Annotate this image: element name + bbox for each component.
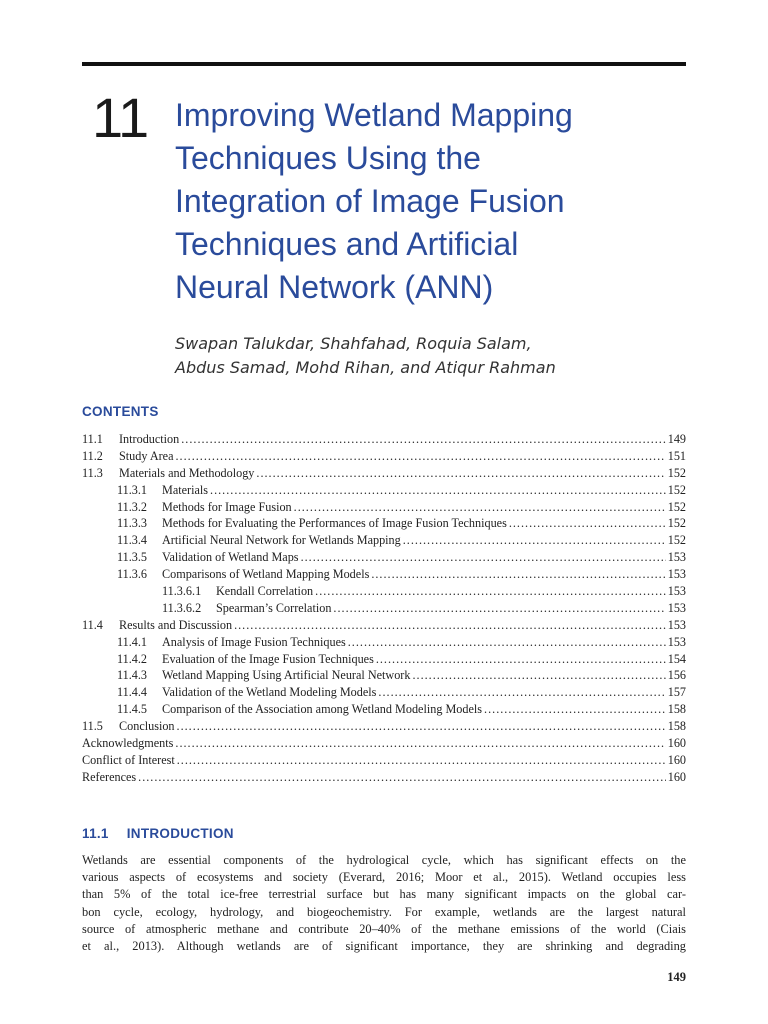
toc-entry-title: Conflict of Interest [82,752,175,767]
chapter-top-rule [82,62,686,66]
toc-entry-page: 153 [667,567,686,582]
toc-leader-dots [177,718,666,735]
chapter-title [175,94,695,309]
toc-entry-title: Methods for Image Fusion [162,499,292,514]
toc-leader-dots [509,515,666,532]
toc-entry-page: 152 [667,516,686,531]
body-line: source of atmospheric methane and contribute 20–40% of the methane emissions of the world (Ciais [82,921,686,936]
contents-heading: CONTENTS [82,404,159,419]
body-line: Wetlands are essential components of the hydrological cycle, which has significant effects on the [82,853,686,867]
toc-entry-number: 11.4 [82,617,103,632]
toc-leader-dots [234,617,666,634]
toc-entry-page: 160 [667,736,686,751]
toc-entry[interactable] [82,532,686,549]
chapter-number: 11 [92,86,149,149]
toc-entry[interactable] [82,515,686,532]
toc-entry-number: 11.4.3 [117,668,148,683]
toc-entry[interactable] [82,583,686,600]
toc-leader-dots [403,532,666,549]
toc-entry-title: Validation of Wetland Maps [162,550,299,565]
toc-entry[interactable] [82,651,686,668]
toc-entry-page: 153 [667,600,686,615]
toc-leader-dots [294,499,666,516]
toc-entry[interactable] [82,735,686,752]
toc-entry-title: Conclusion [119,719,175,734]
toc-entry[interactable] [82,499,686,516]
toc-leader-dots [376,651,666,668]
toc-entry-number: 11.2 [82,448,103,463]
toc-entry[interactable] [82,752,686,769]
toc-entry-page: 158 [667,702,686,717]
toc-entry-number: 11.3 [82,465,103,480]
body-line: various aspects of ecosystems and society (Everard, 2016; Moor et al., 2015). Wetland occupies less [82,870,686,885]
toc-entry-title: Comparisons of Wetland Mapping Models [162,567,370,582]
toc-entry-title: Materials [162,482,209,497]
toc-entry[interactable] [82,617,686,634]
toc-leader-dots [175,735,665,752]
toc-entry-title: Spearman’s Correlation [216,600,332,615]
toc-leader-dots [177,752,666,769]
chapter-authors [175,332,556,380]
author-line: Swapan Talukdar, Shahfahad, Roquia Salam, [175,334,532,353]
toc-entry-page: 160 [667,752,686,767]
toc-entry-title: Acknowledgments [82,736,174,751]
toc-entry-title: Analysis of Image Fusion Techniques [162,634,346,649]
toc-entry-page: 154 [667,651,686,666]
toc-entry-page: 157 [667,685,686,700]
body-line: bon cycle, ecology, hydrology, and biogeochemistry. For example, wetlands are the largest natural [82,904,686,919]
chapter-title-line: Techniques Using the [175,140,481,176]
toc-entry-number: 11.3.2 [117,499,148,514]
toc-entry[interactable] [82,667,686,684]
toc-leader-dots [138,769,666,786]
toc-entry-title: Evaluation of the Image Fusion Techniques [162,651,374,666]
toc-leader-dots [210,482,666,499]
chapter-title-line: Techniques and Artificial [175,226,519,262]
section-title: INTRODUCTION [126,826,234,841]
toc-entry[interactable] [82,769,686,786]
toc-entry-number: 11.4.4 [117,685,148,700]
toc-entry-number: 11.4.5 [117,702,148,717]
toc-entry-number: 11.3.6.1 [162,584,202,599]
toc-entry-page: 151 [667,448,686,463]
toc-entry-number: 11.5 [82,719,103,734]
toc-leader-dots [315,583,666,600]
toc-entry-title: Wetland Mapping Using Artificial Neural Network [162,668,411,683]
toc-entry-page: 156 [667,668,686,683]
toc-entry-title: Results and Discussion [119,617,233,632]
toc-entry-number: 11.3.3 [117,516,148,531]
author-line: Abdus Samad, Mohd Rihan, and Atiqur Rahman [175,358,556,377]
toc-leader-dots [256,465,665,482]
toc-entry[interactable] [82,448,686,465]
toc-entry-title: References [82,769,137,784]
toc-entry-number: 11.3.5 [117,550,148,565]
toc-entry-page: 152 [667,465,686,480]
toc-entry[interactable] [82,718,686,735]
chapter-title-line: Integration of Image Fusion [175,183,565,219]
toc-entry[interactable] [82,549,686,566]
toc-entry-number: 11.3.1 [117,482,148,497]
body-line: et al., 2013). Although wetlands are of significant importance, they are shrinking and degrading [82,939,686,954]
toc-entry-number: 11.3.4 [117,533,148,548]
toc-leader-dots [176,448,666,465]
toc-leader-dots [301,549,666,566]
toc-entry-page: 153 [667,617,686,632]
toc-entry[interactable] [82,684,686,701]
toc-entry[interactable] [82,600,686,617]
toc-leader-dots [371,566,665,583]
toc-entry[interactable] [82,482,686,499]
toc-leader-dots [378,684,665,701]
toc-entry-title: Kendall Correlation [216,584,314,599]
section-heading [82,826,234,841]
toc-entry-number: 11.3.6.2 [162,600,202,615]
toc-entry-page: 153 [667,584,686,599]
toc-entry-title: Comparison of the Association among Wetland Modeling Models [162,702,483,717]
toc-leader-dots [484,701,666,718]
toc-entry-number: 11.3.6 [117,567,148,582]
toc-entry-page: 158 [667,719,686,734]
toc-entry[interactable] [82,465,686,482]
toc-entry-title: Study Area [119,448,174,463]
table-of-contents [82,431,686,786]
toc-entry[interactable] [82,431,686,448]
chapter-title-line: Improving Wetland Mapping [175,97,573,133]
toc-entry-page: 160 [667,769,686,784]
toc-entry[interactable] [82,634,686,651]
chapter-title-line: Neural Network (ANN) [175,269,494,305]
toc-leader-dots [181,431,665,448]
toc-entry-title: Introduction [119,432,180,446]
page-number: 149 [667,970,686,984]
toc-entry-page: 153 [667,550,686,565]
section-number: 11.1 [82,826,109,841]
toc-entry-title: Validation of the Wetland Modeling Models [162,685,377,700]
toc-leader-dots [412,667,665,684]
toc-entry-page: 153 [667,634,686,649]
body-line: than 5% of the total ice-free terrestrial surface but has many significant impacts on the global car- [82,887,686,902]
toc-entry-title: Artificial Neural Network for Wetlands Mapping [162,533,401,548]
toc-entry[interactable] [82,701,686,718]
toc-leader-dots [333,600,665,617]
toc-entry-page: 152 [667,482,686,497]
toc-entry-number: 11.4.1 [117,634,148,649]
toc-entry-number: 11.4.2 [117,651,148,666]
toc-entry-title: Methods for Evaluating the Performances of Image Fusion Techniques [162,516,507,531]
toc-leader-dots [348,634,666,651]
toc-entry-page: 152 [667,533,686,548]
toc-entry-page: 152 [667,499,686,514]
toc-entry-number: 11.1 [82,432,103,446]
toc-entry-title: Materials and Methodology [119,465,255,480]
toc-entry-page: 149 [667,432,686,446]
toc-entry[interactable] [82,566,686,583]
section-body-text [82,852,686,955]
